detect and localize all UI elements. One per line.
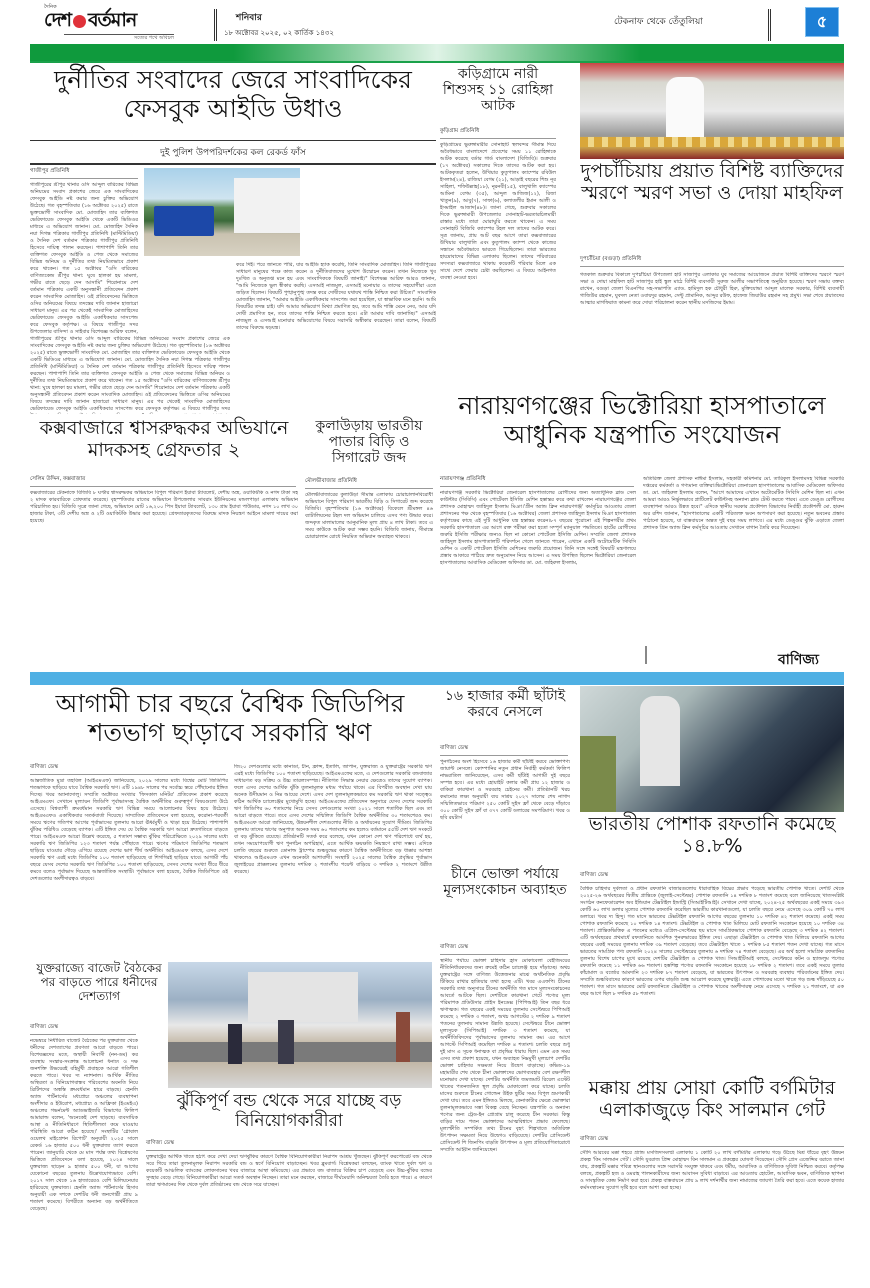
bench-wall xyxy=(168,1042,432,1062)
header-green-bar xyxy=(30,44,844,61)
worker-figure xyxy=(580,736,616,812)
article-body-col2: করে দিই। পরে জানতে পারি, যার আইডি হ্যাক করেছি, তিনি সাংবাদিক মোজাহিদ। তিনি গাজীপুরের সাধারণ মানুষের পক্ষে কাজ করেন ও দুর্নীতিবাজদের মুখোশ উন্মোচন করেন। তখন নিজেকে খুব দুঃখিত ও অনুতপ্ত মনে হয় এবং সাংবাদিককে বিষয়টি জানাই।" বিশেষজ্ঞ আরিফ আরও জানান, "আমি নিজেকে ভুল স্বীকার করছি। এসআই নাজমুল, এসআই মনোয়ার ও তাদের সহযোগীরা এতে জড়িত ছিলেন। বিষয়টি পুঙ্খানুপুঙ্খ তদন্ত করে দোষীদের যথাযথ শাস্তি নিশ্চিত করা উচিত।" সাংবাদিক মোজাহিদ জানান, "আমার আইডি একাধিকবার সাসপেন্ড করা হয়েছিল, যা স্বাভাবিক মনে হয়নি। আমি বিষয়টির তদন্ত চাই। যদি আমার অভিযোগ মিথ্যা প্রমাণিত হয়, তবে আমি শাস্তি মেনে নেব, আর যদি দোষী প্রমাণিত হন, তবে তাদের শাস্তি নিশ্চিত করতে হবে। এটা আমার দাবি জানাচ্ছি।" এসআই নাজমুল ও এসআই মনোয়ার অভিযোগের বিষয়ে সরাসরি অস্বীকার করেছেন। তারা বলেন, বিষয়টি তাদের বিরুদ্ধে ষড়যন্ত্র। xyxy=(236,262,436,331)
byline: কুড়িগ্রাম প্রতিনিধি xyxy=(440,128,556,139)
headline[interactable]: ভারতীয় পোশাক রফতানি কমেছে ১৪.৮% xyxy=(588,813,836,857)
article-body: সৌদি আরবের মক্কা শহরে গ্র্যান্ড মসজিদসংলগ্ন এলাকায় ১ কোটি ২০ লাখ বর্গমিটার এলাকায় গড়ে উঠছে মিশ্র ধাঁচের বৃহৎ উন্নয়ন প্রকল্প 'কিং সালমান গেট'। সৌদি যুবরাজ প্রিন্স মোহাম্মদ বিন সালমান এ প্রকল্পের ঘোষণা দিয়েছেন। সৌদি প্রেস এজেন্সির বরাতে জানা যায়, প্রকল্পটি মক্কার পবিত্র স্থানগুলোর সঙ্গে সরাসরি সংযুক্ত থাকবে এবং ধর্মীয়, আবাসিক ও বাণিজ্যিক সুবিধা নিশ্চিত করবে। কর্তৃপক্ষ বলছে, প্রকল্পটি হজ ও ওমরাহ পালনকারীদের জন্য আবাসন সুবিধা বাড়াবে। এর আওতায় হোটেল, আবাসিক ভবন, বাণিজ্যিক স্থাপনা ও সাংস্কৃতিক কেন্দ্র নির্মাণ করা হবে। প্রকল্প বাস্তবায়নে প্রায় ৯ লাখ দর্শনার্থীর জন্য নামাজের জায়গা তৈরি করা হবে। এতে কয়েক হাজার কর্মসংস্থানের সুযোগ সৃষ্টি হবে বলে আশা করা হচ্ছে। xyxy=(580,1150,844,1191)
police-station-photo xyxy=(144,168,300,256)
headline[interactable]: কড়িগ্রামে নারী শিশুসহ ১১ রোহিঙ্গা আটক xyxy=(442,66,554,115)
divider xyxy=(30,140,436,141)
logo-small-text: দৈনিক xyxy=(44,4,57,10)
article-body: স্থানীয় পর্যায়ে ভোক্তা চাহিদার হ্রাস মোকাবেলা বেইজিংয়ের নীতিনির্ধারকদের জন্য ক্রমেই কঠিন চ্যালেঞ্জ হয়ে দাঁড়াচ্ছে। অথচ যুক্তরাষ্ট্রের সঙ্গে বাণিজ্য উত্তেজনার মাঝে অর্থনৈতিক প্রবৃদ্ধি টিকিয়ে রাখার হাতিয়ার তথা হচ্ছে এটি। খবর এএফপি। চীনের সরকারি তথ্য অনুসারে চীনের অর্থনীতি গত মাসে মূল্যসংকোচনের আবর্তে আটকে ছিল। দেশটিতে কারখানা গেটে পণ্যের মূল্য পরিমাপক প্রডিউসার প্রাইস ইনডেক্স (পিপিআই) তিন বছর ধরে ঋণাত্মক। গত বছরের একই সময়ের তুলনায় সেপ্টেম্বরে পিপিআই কমেছে ২ দশমিক ৩ শতাংশ, অথচ আগস্টের ২ দশমিক ৯ শতাংশ পতনের তুলনায় সামান্য উন্নতি হয়েছে। সেপ্টেম্বরে চীনে ভোক্তা মূল্যসূচক (সিপিআই) দশমিক ৩ শতাংশ কমেছে, যা অর্থনীতিবিদদের পূর্বাভাসের তুলনায় সামান্য কম। এর আগে আগস্টে সিপিআই কমেছিল দশমিক ৪ শতাংশ। চলতি বছরে শুধু দুই মাস এ সূচক ধনাত্মক বা প্রবৃদ্ধির ধারায় ছিল। এমন এক সময় এসব তথ্য প্রকাশ হয়েছে, যখন অব্যাহত নিম্নমুখী মূল্যচাপ দেশটির ভোক্তা চাহিদার সক্ষমতা নিয়ে উদ্বেগ বাড়াচ্ছে। কভিড-১৯ মহামারীর শেষ থেকে চীনা ভোক্তাদের ভোগব্যবহার বেশ রক্ষণশীল মনোভাব দেখা যাচ্ছে। দেশটির অর্থনীতি জমজমাট রিয়েল এস্টেট খাতের পতনজনিত স্থূল প্রবৃদ্ধি মোকাবেলা করে যাচ্ছে। চলতি মাসের শুরুতে চীনের গোল্ডেন উইক ছুটির সময় বিপুল ভ্রমণকারী দেখা যায়। তবে এমন ইঙ্গিতও মিলছে, কেনাকাটার ক্ষেত্রে ভোক্তারা তুলনামূলকভাবে সস্তা বিকল্প বেছে নিচ্ছেন। যন্ত্রপাতি ও অন্যান্য পণ্যের জন্য ট্রেড-ইন প্রোগ্রাম চালু করেছে চীন সরকার। কিন্তু বাড়ির দামে পতন ভোক্তাদের আত্মবিশ্বাসে প্রভাব ফেলেছে। মূল্যস্ফীতি সম্পর্কিত তথ্য চীনের বৃহৎ শিল্পখাতে অতিরিক্ত উৎপাদন সক্ষমতা নিয়ে উদ্বেগও বাড়িয়েছে। দেশটির প্রেসিডেন্ট প্রেসিডেন্ট শি জিনপিং বাড়তি উৎপাদন ও মূল্য প্রতিযোগিতারোধে সম্প্রতি আহ্বান জানিয়েছেন। xyxy=(440,958,570,1153)
police-van xyxy=(154,206,214,236)
day-label: শনিবার xyxy=(236,13,262,23)
garment-workers-photo xyxy=(580,686,844,812)
byline: দুপচাঁচিয়া (বগুড়া) প্রতিনিধি xyxy=(580,256,844,267)
headline[interactable]: নারায়ণগঞ্জের ভিক্টোরিয়া হাসপাতালে আধুনিক যন্ত্রপাতি সংযোজন xyxy=(458,391,826,449)
byline: বাণিজ্য ডেস্ক xyxy=(580,872,844,883)
section-blue-bar xyxy=(30,672,844,685)
byline: বাণিজ্য ডেস্ক xyxy=(580,1136,844,1147)
logo-map-icon xyxy=(73,15,86,28)
byline: গাজীপুর প্রতিনিধি xyxy=(30,168,138,179)
article-body-col2: জি২০ দেশগুলোর মধ্যে কানাডা, চীন, ফ্রান্স, ইতালি, জাপান, যুক্তরাজ্য ও যুক্তরাষ্ট্রের সরকারি ঋণ এরই মধ্যে জিডিপির ১০০ শতাংশ ছাড়িয়েছে। আইএমএফের মতে, এ দেশগুলোর সরকারি বন্ডবাজার সাধারণত বড় সক্রিয় ও উচ্চ তারল্যসম্পন্ন। নীতিগত সিদ্ধান্ত নেয়ার ক্ষেত্রেও তাদের সুযোগ ব্যাপক। ফলে এসব দেশের আর্থিক ঝুঁকি তুলনামূলক মধ্যম পর্যায়ে থাকে। এর বিপরীত অবস্থান দেখা যায় অনেক উদীয়মান ও নিম্ন আয়ের দেশে। এসব দেশ তুলনামূলকভাবে কম সরকারি ঋণ থাকা সত্ত্বেও কঠিন আর্থিক চ্যালেঞ্জের মুখোমুখি হচ্ছে। আইএমএফের প্রতিবেদন অনুসারে যেসব দেশের সরকারি ঋণ জিডিপির ৬০ শতাংশের নিচে সেসব দেশগুলোর সংখ্যা ২০২১ সালে শতাধিক ছিল এবং তা আরো বাড়তে পারে। তবে এসব দেশের সম্মিলিত জিডিপি বৈশ্বিক অর্থনীতির ৩০ শতাংশেরও কম। আইএমএফ আরো জানিয়েছে, উন্নয়নশীল দেশগুলোর নীতি ও অর্থায়নের সুযোগ সীমিত। জিডিপির তুলনায় তাদের ঋণের অনুপাত অনেক সময় ৬০ শতাংশের কম হলেও বর্তমানে ৫৫টি দেশ ঋণ সংকটে বা বড় ঝুঁকিতে রয়েছে। প্রতিষ্ঠানটি সতর্ক করে বলেছে, যখন কোনো দেশ ঋণ পরিশোধে ব্যর্থ হয়, তখন সময়োপযোগী ঋণ পুনর্গঠন অপরিহার্য, এতে আর্থিক ক্ষয়ক্ষতি নিয়ন্ত্রণে রাখা সম্ভব। এদিকে চলতি বছরের শুরুতে ডোনাল্ড ট্রাম্পের শুল্কযুদ্ধের কারণে বৈশ্বিক অর্থনীতিতে বড় ধাক্কার আশঙ্কা থাকলেও আইএমএফ এখন অনেকটা আশাবাদী। সংস্থাটি ২০২৫ সালের বৈশ্বিক প্রবৃদ্ধির পূর্বাভাস জুলাইয়ের প্রাক্কলনের তুলনায় দশমিক ২ শতাংশীয় পয়েন্ট বাড়িয়ে ৩ দশমিক ২ শতাংশে উন্নীত করেছে। xyxy=(234,764,432,875)
byline: সেলিম উদ্দিন, কক্সবাজার xyxy=(30,476,296,487)
subheadline: দুই পুলিশ উপপরিদর্শকের কল রেকর্ড ফাঁস xyxy=(160,148,306,158)
headline[interactable]: দুর্নীতির সংবাদের জেরে সাংবাদিকের ফেসবুক আইডি উধাও xyxy=(54,65,412,123)
article-body: নারায়ণগঞ্জ সরকারি ভিক্টোরিয়া জেনারেল হাসপাতালের রোগীদের জন্য অত্যাধুনিক ব্লাড সেল কাউন্টার (সিবিসি) এবং পোর্টেবল ইসিজি মেশিন হস্তান্তর করে কথা রাখলেন নারায়ণগঞ্জের জেলা প্রশাসক মোহাম্মদ জাহিদুল ইসলাম মিঞা।'গ্রীন অ্যান্ড ক্লিন নারায়ণগঞ্জ' কর্মসূচির আওতায় জেলা প্রশাসনের পক্ষ থেকে বৃহস্পতিবার (১৬ অক্টোবর) জেলা প্রশাসক জাহিদুল ইসলাম মিঞা হাসপাতাল কর্তৃপক্ষের কাছে এই দুটি আধুনিক যন্ত্র হস্তান্তর করেন।৮৭ বছরের পুরোনো এই শিল্পনগরীর প্রথম সরকারি হাসপাতালে এর আগে রক্ত পরীক্ষা করা হতো সম্পূর্ণ ম্যানুয়াল পদ্ধতিতে। হার্টের রোগীদের জরুরি ইসিজি পরীক্ষার জন্যও ছিল না কোনো পোর্টেবল ইসিজি মেশিন। সম্প্রতি জেলা প্রশাসক জাহিদুল ইসলাম হাসপাতালটি পরিদর্শনে গেলে জানতে পারেন, এখানে একটি অটোমেটিক সিবিসি মেশিন ও একটি পোর্টেবল ইসিজি মেশিনের জরুরি প্রয়োজন। তিনি সঙ্গে সঙ্গেই বিষয়টি মন্ত্রণালয়ে প্রস্তাব আকারে পাঠিয়ে দ্রুত অনুমোদন নিয়ে আসেন। এ সময় উপস্থিত ছিলেন ভিক্টোরিয়া জেনারেল হাসপাতালের আবাসিক মেডিকেল অফিসার ডা. মো. জহিরুল ইসলাম, xyxy=(440,490,636,566)
article-body: গাজীপুরের শ্রীপুর থানার ওসি আব্দুল বারিকের বিভিন্ন অনিয়মের সংবাদ প্রকাশের জেরে এক সাংবাদিকের ফেসবুক আইডি নষ্ট করার জন্য চুক্তির অভিযোগ উঠেছে। গত বৃহস্পতিবার (১৬ অক্টোবর ২০২৫) রাতে ভুক্তভোগী সাংবাদিক মো. মোজাহিদ তার ব্যক্তিগত ভেরিফায়েড ফেসবুক আইডি থেকে একটি ভিডিওর মাধ্যমে এ অভিযোগ জানান। মো. মোজাহিদ দৈনিক নয়া দিগন্ত পত্রিকার গাজীপুর প্রতিনিধি (মাল্টিমিডিয়া) ও দৈনিক দেশ বর্তমান পত্রিকার গাজীপুর প্রতিনিধি হিসেবে দায়িত্ব পালন করছেন। পাশাপাশি তিনি তার ব্যক্তিগত ফেসবুক আইডি ও পেজ থেকে সমাজের বিভিন্ন অনিয়ম ও দুর্নীতির তথ্য নিয়মিতভাবে প্রকাশ করে থাকেন। গত ১৫ অক্টোবর "ওসি বারিকের বাণিজ্যকেন্দ্র শ্রীপুর থানা: ঘুষে হালকা হয় মামলা, গভীর রাতে ছেড়ে দেন আসামি" শিরোনামে দেশ বর্তমান পত্রিকায় একটি অনুসন্ধানী প্রতিবেদন প্রকাশ করেন সাংবাদিক মোজাহিদ। ওই প্রতিবেদনের ভিত্তিতে ওসির অনিয়মের বিষয়ে তদন্তের দাবি জানান হাজারো সাধারণ মানুষ। এর পর থেকেই সাংবাদিক মোজাহিদের ভেরিফায়েড ফেসবুক আইডি একাধিকবার সাসপেন্ড করে ফেসবুক কর্তৃপক্ষ। এ বিষয়ে গাজীপুর সদর উপজেলার বাসিন্দা ও সাইবার বিশেষজ্ঞ আরিফ বলেন, xyxy=(30,182,138,335)
article-body: মৌলভীবাজারের কুলাউড়া সীমান্ত এলাকায় চোরাচালানবিরোধী অভিযানে বিপুল পরিমাণ ভারতীয় বিড়ি ও সিগারেট জব্দ করেছে বিজিবি। বৃহস্পতিবার (১৬ অক্টোবর) বিকেলে শ্রীমঙ্গল ৪৬ ব্যাটালিয়নের টহল দল অভিযান চালিয়ে এসব পণ্য উদ্ধার করে। জব্দকৃত মালামালের আনুমানিক মূল্য প্রায় ৪ লাখ টাকা। তবে এ সময় কাউকে আটক করা সম্ভব হয়নি। বিজিবি জানায়, সীমান্তে চোরাচালান রোধে নিয়মিত অভিযান অব্যাহত থাকবে। xyxy=(305,492,433,540)
byline: বাণিজ্য ডেস্ক xyxy=(30,764,226,775)
headline[interactable]: চীনে ভোক্তা পর্যায়ে মূল্যসংকোচন অব্যাহত xyxy=(443,866,567,899)
article-bonds[interactable] xyxy=(146,1092,432,1131)
article-body: বৈশ্বিক চাহিদার দুর্বলতা ও প্রধান রফতানি বাজারগুলোয় ধারাবাহিক বিঘ্নের প্রভাব পড়েছে ভারতীয় পোশাক খাতে। দেশটি থেকে ২০২৫-২৬ অর্থবছরের দ্বিতীয় প্রান্তিকে (জুলাই-সেপ্টেম্বর) পোশাক রফতানি ১৪ দশমিক ৮ শতাংশ কমেছে বলে জানিয়েছে খাতসংশ্লিষ্ট সংগঠন কনফেডারেশন অব ইন্ডিয়ান টেক্সটাইল ইন্ডাস্ট্রি (সিআইটিআই)। সেখানে দেখা যাচ্ছে, ২০২৪-২৫ অর্থবছরের একই সময়ে ৩৯৩ কোটি ৬০ লাখ ডলার মূল্যের পোশাক রফতানি করেছিল ভারতীয় কারখানাগুলো, যা চলতি বছরে নেমে এসেছে ৩০৯ কোটি ৭০ লাখ ডলারে। খবর দ্য হিন্দু। গত মাসে ভারতের টেক্সটাইল রফতানি আগের বছরের তুলনায় ১০ দশমিক ৪২ শতাংশ কমেছে। একই সময় পোশাক রফতানি কমেছে ১০ দশমিক ১৪ শতাংশ। টেক্সটাইল ও পোশাক খাত মিলিয়ে মোট রফতানি সংকোচন হয়েছে ১০ দশমিক ৩৪ শতাংশ। প্রান্তিকভিত্তিক এ পতনের মধ্যেও এপ্রিল-সেপ্টেম্বর ছয় মাসে সামগ্রিকভাবে পোশাক রফতানি বেড়েছে ৩ দশমিক ৪২ শতাংশ। এটি অর্থবছরের প্রথমার্ধে রফতানিতে আংশিক পুনরুদ্ধারের ইঙ্গিত দেয়। এছাড়া টেক্সটাইল ও পোশাক খাত মিলিয়ে রফতানি আগের বছরের একই সময়ের তুলনায় দশমিক ৩৯ শতাংশ বেড়েছে। তবে টেক্সটাইল খাতে ১ দশমিক ৮৫ শতাংশ পতন দেখা যাচ্ছে। গত মাসে ভারতের সামগ্রিক পণ্য রফতানি ২০২৪ সালের সেপ্টেম্বরের তুলনায় ৬ দশমিক ৭৪ শতাংশ বেড়েছে। এর অর্থ হলো সামগ্রিক রফতানির তুলনায় বিশেষ চাপের মুখে রয়েছে দেশটির টেক্সটাইল ও পোশাক খাত। সিআইটিআই বলছে, সেপ্টেম্বরে কটন ও হ্যান্ডলুম পণ্যের রফতানি কমেছে ১১ দশমিক ৬৬ শতাংশ। হস্তশিল্প পণ্যের রফতানি সংকোচন হয়েছে ১৮ দশমিক ২ শতাংশ। তবে একই সময়ে তুলার কাঁচামাল ও বর্জ্যের আমদানি ২৩ দশমিক ৮৭ শতাংশ বেড়েছে, যা ভারতের উৎপাদন ও সরবরাহ ব্যবস্থায় পরিবর্তনের ইঙ্গিত দেয়। সম্প্রতি শুল্কবিবাদের কারণে ভারতের ওপর বাড়তি শুল্ক আরোপ করেছে যুক্তরাষ্ট্র। এতে পোশাকের মতো খাতে গড় শুল্ক দাঁড়িয়েছে ৫০ শতাংশ। গত মাসে ভারতের মোট রফতানিতে টেক্সটাইল ও পোশাক খাতের অংশীদারত্ব নেমে এসেছে ৭ দশমিক ২১ শতাংশে, যা এক বছর আগে ছিল ৮ দশমিক ৫৮ শতাংশ। xyxy=(580,886,844,997)
page-number-badge[interactable]: ৫ xyxy=(805,7,839,37)
byline: নারায়ণগঞ্জ প্রতিনিধি xyxy=(440,476,634,487)
article-china[interactable] xyxy=(440,866,570,898)
article-body-cont: গাজীপুরের শ্রীপুর থানার ওসি আব্দুল বারিকের বিভিন্ন অনিয়মের সংবাদ প্রকাশের জেরে এক সাংবাদিকের ফেসবুক আইডি নষ্ট করার জন্য চুক্তির অভিযোগ উঠেছে। গত বৃহস্পতিবার (১৬ অক্টোবর ২০২৫) রাতে ভুক্তভোগী সাংবাদিক মো. মোজাহিদ তার ব্যক্তিগত ভেরিফায়েড ফেসবুক আইডি থেকে একটি ভিডিওর মাধ্যমে এ অভিযোগ জানান। মো. মোজাহিদ দৈনিক নয়া দিগন্ত পত্রিকার গাজীপুর প্রতিনিধি (মাল্টিমিডিয়া) ও দৈনিক দেশ বর্তমান পত্রিকার গাজীপুর প্রতিনিধি হিসেবে দায়িত্ব পালন করছেন। পাশাপাশি তিনি তার ব্যক্তিগত ফেসবুক আইডি ও পেজ থেকে সমাজের বিভিন্ন অনিয়ম ও দুর্নীতির তথ্য নিয়মিতভাবে প্রকাশ করে থাকেন। গত ১৫ অক্টোবর "ওসি বারিকের বাণিজ্যকেন্দ্র শ্রীপুর থানা: ঘুষে হালকা হয় মামলা, গভীর রাতে ছেড়ে দেন আসামি" শিরোনামে দেশ বর্তমান পত্রিকায় একটি অনুসন্ধানী প্রতিবেদন প্রকাশ করেন সাংবাদিক মোজাহিদ। ওই প্রতিবেদনের ভিত্তিতে ওসির অনিয়মের বিষয়ে তদন্তের দাবি জানান হাজারো সাধারণ মানুষ। এর পর থেকেই সাংবাদিক মোজাহিদের ভেরিফায়েড ফেসবুক আইডি একাধিকবার সাসপেন্ড করে ফেসবুক কর্তৃপক্ষ। এ বিষয়ে গাজীপুর সদর xyxy=(30,336,230,412)
trophies-row xyxy=(580,137,844,147)
article-india-garments[interactable] xyxy=(580,814,844,858)
date-label: ১৮ অক্টোবর ২০২৫, ০২ কার্তিক ১৪৩২ xyxy=(224,29,334,37)
byline: মৌলভীবাজার প্রতিনিধি xyxy=(305,478,433,489)
article-victoria[interactable] xyxy=(440,392,844,450)
article-gdp[interactable] xyxy=(30,690,430,748)
headline[interactable]: যুক্তরাজ্যে বাজেট বৈঠকের পর বাড়তে পারে ধনীদের দেশত্যাগ xyxy=(36,961,162,1003)
article-kulaura[interactable] xyxy=(305,418,433,466)
headline[interactable]: আগামী চার বছরে বৈশ্বিক জিডিপির শতভাগ ছাড়াবে সরকারি ঋণ xyxy=(55,689,405,747)
article-body: কুড়িগ্রামের ভুরুঙ্গামারীর সোনাহাট স্থলবন্দর সীমান্ত দিয়ে অবৈধভাবে বাংলাদেশে প্রবেশের সময় ১১ রোহিঙ্গাকে আটক করেছে বর্ডার গার্ড বাংলাদেশ (বিজিবি)। শুক্রবার (১৭ অক্টোবর) সকালের দিকে তাদের আটক করা হয়। আটককৃতরা হলেন, উখিয়ার কুতুপালং ক্যাম্পের রবিউল ইসলাম(২৪), রাজিয়া বেগম (২১), আড়াই বছরের শিশু নূর সাহিলা, শফিউল্লাহ(১৮), নূরনবী(১৫), বালুখালি ক্যাম্পের আমিনা বেগম (৩৫), আব্দুল আজিজ(১২), রিজা খাতুন(৯), আবু(৭), সাফা(৬), কলাতলীর ইমান আলী ও ইসমাইল আজাদ(৪৮)। জানা গেছে, শুক্রবার সকালের দিকে ভুরুঙ্গামারী উপজেলার সোনাহাট-ভরতারচিলমারী রাস্তার মধ্যে তারা ঘোরাঘুরি করতে থাকেন। এ সময় সোনাহাট বিজিবি ক্যাম্পের টহল দল তাদের আটক করে। সূত্র জানায়, প্রায় আট বছর আগে তারা কক্সবাজারের উখিয়ার বালুখালি এবং কুতুপালং ক্যাম্প থেকে কাজের সন্ধানে অবৈধভাবে ভারতে গিয়েছিলেন। তারা ভারতের হায়দ্রাবাদের বিভিন্ন এলাকায় ছিলেন। তাদের পরিবারের সদস্যরা কক্সবাজারে থাকায় কয়েকটি পরিবার মিলে এক সাথে দেশে ফেরার চেষ্টা করছিলেন। এ বিষয়ে আইনগত ব্যবস্থা নেওয়া হবে। xyxy=(440,142,556,281)
article-body: কক্সবাজারের টেকনাফে বিজিবি ৮ ঘণ্টার শ্বাসরুদ্ধকর অভিযানে বিপুল পরিমাণ ইয়াবা ট্যাবলেট, দেশীয় অস্ত্র, ওয়াকিটকি ও নগদ টাকা সহ ২ মাদক কারবারিকে গ্রেফতার করেছে। বৃহস্পতিবার রাতের অভিযানে উপজেলার সাবরাং ইউনিয়নের মন্ডলপাড়া এলাকায় অভিযান পরিচালিত হয়। বিজিবি সূত্রে জানা গেছে, অভিযানে মোট ১৬,২০০ পিস ইয়াবা ট্যাবলেট, ১৩০ গ্রাম ইয়াবা পাউডার, নগদ ১০ লাখ ৩০ হাজার টাকা, ৩টি দেশীয় অস্ত্র ও ২টি ওয়াকিটকি উদ্ধার করা হয়েছে। গ্রেফতারকৃতদের বিরুদ্ধে মাদক নিয়ন্ত্রণ আইনে মামলা দায়ের করা হয়েছে। xyxy=(30,490,298,524)
logo-main-text xyxy=(44,8,136,32)
headline[interactable]: কুলাউড়ায় ভারতীয় পাতার বিড়ি ও সিগারেট জব্দ xyxy=(315,418,423,467)
london-riverside-photo xyxy=(168,962,432,1088)
header-tagline: টেকনাফ থেকে তেঁতুলিয়া xyxy=(614,17,703,27)
article-body: নভেম্বরে নির্ধারিত বাজেট বৈঠকের পর যুক্তরাজ্য থেকে ধনীদের দেশত্যাগের প্রবণতা আরো বাড়তে পারে। বিশেষজ্ঞদের মতে, অস্থায়ী নিবাসী (নন-ডম) কর ব্যবস্থায় সংস্কার-সংক্রান্ত আলোচনা ধনাঢ্য ও দক্ষ জনশক্তি উভয়েরই বহির্মুখী প্রবাহকে আরো গতিশীল করতে পারে। খবর দ্য ন্যাশনাল। আর্থিক নীতির অস্থিরতা ও বিনিয়োগবান্ধব পরিবেশের অবনতি নিয়ে ব্রিটিশদের অস্বস্তি ক্রমবর্ধমান হারে বাড়ছে। হেনলি অ্যান্ড পার্টনার্সের মধ্যপ্রাচ্য অঞ্চলের ব্যবস্থাপনা অংশীদার ও ইউরোপ, মধ্যপ্রাচ্য ও আফ্রিকা (ইএমইএ) অঞ্চলের গভর্নমেন্ট অ্যাডভাইজরি বিভাগের ফিলিপ আমারাল্ড বলেন, 'অনেকেই দেশ ছাড়ছে। ব্যবসায়িক আস্থা ও নীতিনির্ধারণে স্থিতিশীলতা কমে যাওয়ায় পরিস্থিতি আরো কঠিন হয়েছে।' সংস্থাটির 'গ্লোবাল ওয়েলথ মাইগ্রেশন রিপোর্ট' অনুযায়ী ২০২৫ সালে রেকর্ড ১৬ হাজার ৫০০ ধনী যুক্তরাজ্য ত্যাগ করতে পারেন। জানুয়ারি থেকে মে মাস পর্যন্ত তথ্য বিশ্লেষণের ভিত্তিতে প্রতিবেদনে বলা হয়েছে, ২০২৪ সালে যুক্তরাজ্য ছাড়েন ৯ হাজার ৫০০ ধনী, যা আগের যেকোনো বছরের তুলনায় উল্লেখযোগ্যভাবে বেশি। ২০১৭ সাল থেকে ১৬ হাজারেরও বেশি মিলিয়নেয়ার হারিয়েছে যুক্তরাজ্য। হেনলি অ্যান্ড পার্টনার্সের হিসাব অনুযায়ী এক দশকে দেশটির ধনী জনগোষ্ঠী প্রায় ৯ শতাংশ কমেছে। বিপরীতে অন্যান্য বড় অর্থনীতিতে বেড়েছে। xyxy=(30,1038,138,1212)
section-label-banijya[interactable]: বাণিজ্য xyxy=(778,652,819,668)
headline[interactable]: কক্সবাজারে শ্বাসরুদ্ধকর অভিযানে মাদকসহ গ্রেফতার ২ xyxy=(39,417,289,461)
article-body: গতকাল শুক্রবার বিকালে দুপচাঁচিয়া উপজেলা হাট সাজাপুর এলাকার যুব সমাজের আয়োজনে প্রয়াত বিশিষ্ট ব্যক্তিদের স্মরণে স্মরণ সভা ও দোয়া মাহফিল হাট সাজাপুর হাই স্কুল মাঠে বিশিষ্ট ব্যবসায়ী সুরুজ আলীর সভাপতিত্বে অনুষ্ঠিত হয়েছে। স্মরণ সভায় বক্তব্য রাখেন, বগুড়া জেলা বিএনপির সহ-সভাপতি এ্যাড. হামিদুল হক চৌধুরী হিরু, মুক্তিযোদ্ধা আব্দুল মালেক সরকার, বিশিষ্ট ব্যবসায়ী গাজিউর রহমান, যুবদল নেতা ওবায়দুর রহমান, সেন্টু প্রামানিক, আব্দুর রউফ, হাফেজ জিয়াউর রহমান সহ প্রমুখ। সভা শেষে প্রয়াতদের আত্মার মাগফিরাত কামনা করে দোয়া পরিচালনা করেন স্থানীয় মসজিদের ইমাম। xyxy=(580,272,844,306)
divider xyxy=(30,163,436,165)
headline[interactable]: মক্কায় প্রায় সোয়া কোটি বর্গমিটার এলাকাজুড়ে কিং সালমান গেট xyxy=(588,1077,836,1121)
article-facebook[interactable] xyxy=(30,66,436,124)
worker-figure xyxy=(640,696,680,786)
article-nestle[interactable] xyxy=(440,688,570,720)
logo-right: বর্তমান xyxy=(87,9,137,31)
article-dupchanchia[interactable] xyxy=(580,161,844,205)
article-body-col2: অতিরিক্ত জেলা প্রশাসক নাঈমা ইসলাম, সহকারী কমিশনার মো. তারিকুল ইসলামসহ বিভিন্ন সরকারি দপ্তরের কর্মকর্তা ও গণ্যমান্য ব্যক্তিরা।ভিক্টোরিয়া জেনারেল হাসপাতালের আবাসিক মেডিকেল অফিসার ডা. মো. জহিরুল ইসলাম বলেন, "আগে আমাদের এখানে অটোমেটিক সিবিসি মেশিন ছিল না। এখন আমরা আরও নির্ভুলভাবে প্লাটিলেট কাউন্টসহ অন্যান্য ব্লাড টেস্ট করতে পারব। এতে ডেঙ্গু রোগীদের ব্যবস্থাপনা আরও উন্নত হবে।" এদিকে স্থানীয় সরকার প্রকৌশল বিভাগের নির্বাহী প্রকৌশলী মো. হারুন অর রশিদ জানান, "হাসপাতালের একটি পরিত্যক্ত ভবন অপসারণ করা হয়েছে। নতুন ভবনের প্রস্তাব পাঠানো হয়েছে, যা বাস্তবায়নে অন্তত দুই বছর সময় লাগবে। এর মধ্যে ডেঙ্গুর ঝুঁকি এড়াতে জেলা প্রশাসক গ্রিন অ্যান্ড ক্লিন কর্মসূচির আওতায় সেখানে বাগান তৈরি করে দিয়েছেন। xyxy=(643,476,844,531)
building xyxy=(234,178,300,233)
header-divider xyxy=(768,9,771,41)
person-figure xyxy=(278,1020,294,1064)
byline: বাণিজ্য ডেস্ক xyxy=(440,944,568,955)
logo-tagline: সত্যের পথে অবিচল xyxy=(64,34,174,42)
header-divider xyxy=(214,9,217,41)
person-figure xyxy=(396,1012,410,1062)
headline[interactable]: ঝুঁকিপূর্ণ বন্ড থেকে সরে যাচ্ছে বড় বিনিয়োগকারীরা xyxy=(176,1091,402,1131)
article-uk-budget[interactable] xyxy=(30,962,168,1003)
headline[interactable]: দুপচাঁচিয়ায় প্রয়াত বিশিষ্ট ব্যাক্তিদের স্মরণে স্মরণ সভা ও দোয়া মাহফিল xyxy=(580,160,844,204)
person-figure xyxy=(228,1024,242,1064)
newspaper-logo[interactable] xyxy=(44,4,174,44)
article-makkah[interactable] xyxy=(580,1078,844,1122)
article-coxsbazar[interactable] xyxy=(30,418,298,462)
section-divider xyxy=(645,646,647,664)
byline: বাণিজ্য ডেস্ক xyxy=(440,745,568,756)
article-body: যুক্তরাষ্ট্রের আর্থিক খাতে হঠাৎ করে দেখা দেয়া ঋণঝুঁকির কারণে বৈশ্বিক বিনিয়োগকারীরা নিরাপদ আশ্রয় খুঁজছেন। ঝুঁকিপূর্ণ করপোরেট বন্ড থেকে সরে গিয়ে তারা তুলনামূলক নিরাপদ সরকারি বন্ড ও স্বর্ণে বিনিয়োগ বাড়াচ্ছেন। খবর ব্লুমবার্গ। বিশ্লেষকরা বলছেন, ব্যাংক খাতে দুর্বল ঋণ ও কয়েকটি আঞ্চলিক ব্যাংকের লোকসানের খবর বাজারে আস্থা কমিয়েছে। এর প্রভাবে বন্ড বাজারে বিক্রির চাপ বেড়েছে এবং উচ্চ-ঝুঁকির বন্ডের সুদহার বেড়ে গেছে। বিনিয়োগকারীরা আরো সতর্ক অবস্থান নিচ্ছেন। তারা মনে করছেন, বাজারে দীর্ঘমেয়াদি অনিশ্চয়তা তৈরি হতে পারে। এ কারণে তারা ঋণমানের দিক থেকে দুর্বল প্রতিষ্ঠানের বন্ড থেকে সরে যাচ্ছেন। xyxy=(146,1154,432,1188)
byline: বাণিজ্য ডেস্ক xyxy=(146,1140,432,1151)
article-body: আন্তর্জাতিক মুদ্রা তহবিল (আইএমএফ) জানিয়েছে, ২০২৯ সালের মধ্যে বিশ্বের মোট জিডিপির শতভাগকে ছাড়িয়ে যাবে বৈশ্বিক সরকারি ঋণ। এটি ১৯৪৮ সালের পর সর্বোচ্চ স্তরে পৌঁছানোর ইঙ্গিত দিচ্ছে। খবর অ্যানাদোলু। সম্প্রতি অক্টোবর সংখ্যার 'ফিসকাল মনিটর' প্রতিবেদন প্রকাশ করেছে আইএমএফ। সেখানে মূল্যায়ন জিডিপি পূর্বাভাসসহ বৈশ্বিক অর্থনীতির গুরুত্বপূর্ণ বিষয়গুলো উঠে এসেছে। বিশ্বব্যাপী ক্রমবর্ধমান সরকারি ঋণ বিভিন্ন সময়ে আলোচনার বিষয় হয়ে উঠেছে। আইএমএফও একাধিকবার সতর্কবার্তা দিয়েছে। সাম্প্রতিক প্রতিবেদনে বলা হয়েছে, করোনা-পরবর্তী সময়ে ঋণের গতিপথ আগের পূর্বাভাসের তুলনায় আরো ঊর্ধ্বমুখী ও খাড়া হয়ে উঠেছে। পাশাপাশি ঝুঁকির পরিধিও বেড়েছে ব্যাপক। এটি ইঙ্গিত দেয় যে বৈশ্বিক সরকারি ঋণ আরো দ্রুতগতিতে বাড়তে পারে। আইএমএফ আরো উল্লেখ করেছে, ৫ শতাংশ সম্ভাব্য ঝুঁকির পরিপ্রেক্ষিতে ২০২৯ সালের মধ্যে সরকারি ঋণ জিডিপির ১২৩ শতাংশ পর্যন্ত পৌঁছাতে পারে। ঋণের পরিমাণে জিডিপির শতভাগ ছাড়িয়ে যাওয়ার দৌড়ে এগিয়ে রয়েছে দেশের ভাগ শীর্ষ অর্থনীতি। আইএমএফ বলছে, এসব দেশে সরকারি ঋণ এরই মধ্যে জিডিপির ১০০ শতাংশ ছাড়িয়েছে বা শিগগিরই ছাড়িয়ে যাবে। আগামী পাঁচ বছরে যেসব দেশের সরকারি ঋণ জিডিপির ১০০ শতাংশ ছাড়িয়েছে, সেসব দেশের সংখ্যা ধীরে ধীরে কমবে বলেও পূর্বাভাস দিয়েছে আন্তর্জাতিক সংস্থাটি। পূর্বাভাসে বলা হয়েছে, বৈশ্বিক জিডিপিতে ওই দেশগুলোর অংশীদারত্বও বাড়বে। xyxy=(30,778,228,882)
headline[interactable]: ১৬ হাজার কর্মী ছাঁটাই করবে নেসলে xyxy=(444,688,566,721)
article-body: পুনর্গঠনের অংশ হিসেবে ১৬ হাজার কর্মী ছাঁটাই করবে ভোক্তাপণ্য জায়ান্ট নেসলে। কোম্পানির নতুন প্রধান নির্বাহী কর্মকর্তা ফিলিপ নাভরাতিল জানিয়েছেন, এসব কর্মী ছাঁটাই আগামী দুই বছরে সম্পন্ন হবে। এর মধ্যে হোয়াইট কলার কর্মী প্রায় ১২ হাজার ও বাকিরা কারখানা ও সরবরাহ চেইনের কর্মী। প্রতিষ্ঠানটি খরচ কমানোর লক্ষ্য অনুযায়ী ব্যয় সাশ্রয় ২০২৭ সালের শেষ নাগাদ সম্মিলিতভাবে পরিমাণ ২৫০ কোটি সুইস ফ্রাঁ থেকে বেড়ে দাঁড়াবে ৩০০ কোটি সুইস ফ্রাঁ বা ৩৭৭ কোটি ডলারের সমপরিমাণ। খবর ও ছবি রয়টার্স xyxy=(440,759,570,821)
building xyxy=(248,972,358,1022)
article-kurigram[interactable] xyxy=(440,66,556,114)
memorial-meeting-photo xyxy=(580,63,844,159)
logo-left: দেশ xyxy=(44,9,71,31)
byline: বাণিজ্য ডেস্ক xyxy=(30,1024,136,1035)
